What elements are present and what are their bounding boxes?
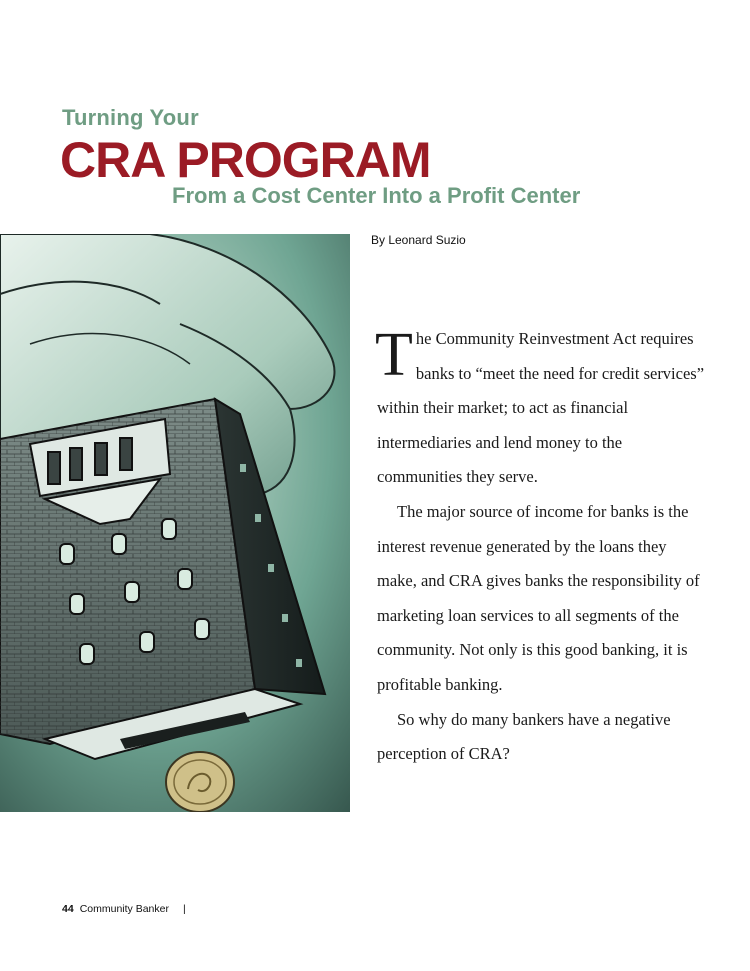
paragraph: So why do many bankers have a negative perception of CRA? xyxy=(377,709,671,764)
paragraph xyxy=(377,322,707,495)
byline: By Leonard Suzio xyxy=(371,233,466,247)
hand-holding-building-illustration xyxy=(0,234,350,812)
drop-cap: T xyxy=(375,321,413,389)
paragraph-text: he Community Reinvestment Act requires banks to “meet the need for credit services” within their market; to act as financial intermediaries and lend money to the communities they serve. xyxy=(377,329,705,487)
article-subhead: From a Cost Center Into a Profit Center xyxy=(172,183,581,208)
publication-name: Community Banker xyxy=(79,903,169,915)
article-body xyxy=(377,322,707,772)
article-kicker: Turning Your xyxy=(62,105,199,130)
page-number: 44 xyxy=(62,903,74,915)
footer-separator: | xyxy=(182,903,186,915)
article-headline: CRA PROGRAM xyxy=(60,132,431,188)
page-footer xyxy=(62,903,186,915)
paragraph: The major source of income for banks is the interest revenue generated by the loans they make, and CRA gives banks the responsibility of marketing loan services to all segments of the community. Not only is this good banking, it is profitable banking. xyxy=(377,501,700,694)
